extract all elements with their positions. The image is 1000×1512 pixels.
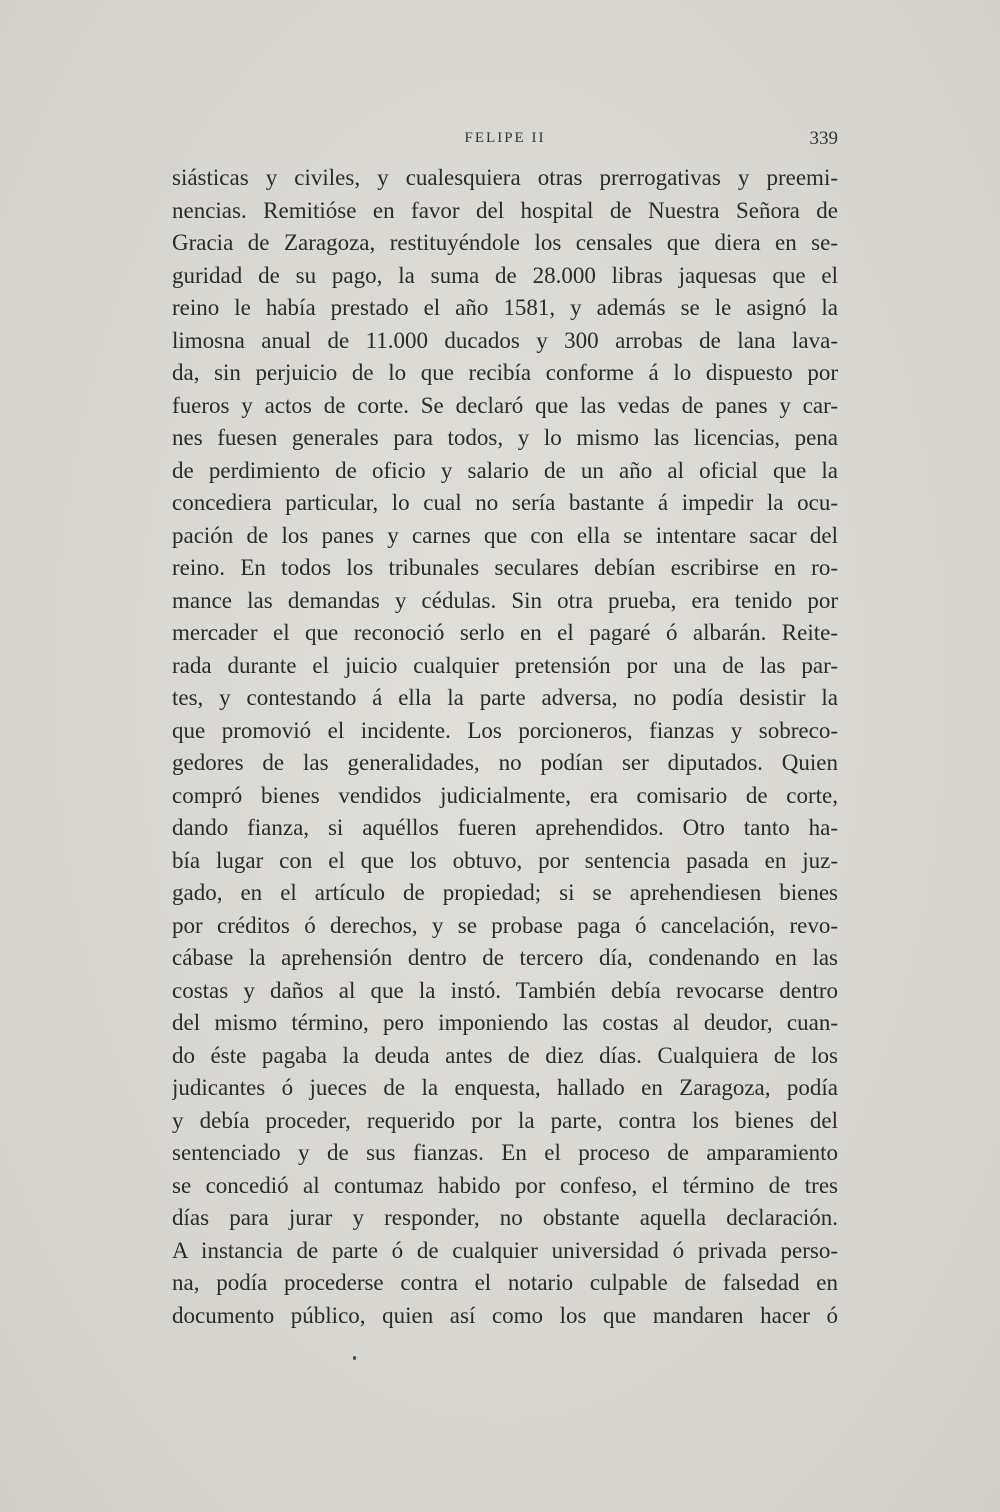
print-speck [353,1356,356,1360]
text-line: fueros y actos de corte. Se declaró que las vedas de panes y car- [172,392,838,418]
text-line: tes, y contestando á ella la parte adversa, no podía desistir la [172,685,838,710]
text-line: nencias. Remitióse en favor del hospital de Nuestra Señora de [172,197,838,223]
text-line: y debía proceder, requerido por la parte, contra los bienes del [172,1107,838,1133]
text-line: mercader el que reconoció serlo en el pagaré ó albarán. Reite- [172,620,838,645]
text-line: documento público, quien así como los que mandaren hacer ó [172,1302,838,1328]
text-line: guridad de su pago, la suma de 28.000 libras jaquesas que el [172,262,838,288]
text-line: días para jurar y responder, no obstante aquella declaración. [172,1205,838,1230]
text-line: que promovió el incidente. Los porcioneros, fianzas y sobreco- [172,717,838,743]
text-line: bía lugar con el que los obtuvo, por sentencia pasada en juz- [172,847,838,873]
text-line: gado, en el artículo de propiedad; si se aprehendiesen bienes [172,880,838,905]
running-head [172,126,838,154]
text-line: se concedió al contumaz habido por confeso, el término de tres [172,1172,838,1198]
text-line: por créditos ó derechos, y se probase paga ó cancelación, revo- [172,912,838,938]
text-line: dando fianza, si aquéllos fueren aprehendidos. Otro tanto ha- [172,815,838,840]
text-line: reino. En todos los tribunales seculares debían escribirse en ro- [172,555,838,580]
text-line: mance las demandas y cédulas. Sin otra prueba, era tenido por [172,587,838,613]
text-line: sentenciado y de sus fianzas. En el proceso de amparamiento [172,1140,838,1165]
text-line: cábase la aprehensión dentro de tercero día, condenando en las [172,945,838,970]
text-line: gedores de las generalidades, no podían ser diputados. Quien [172,750,838,775]
text-line: costas y daños al que la instó. También debía revocarse dentro [172,977,838,1003]
text-line: rada durante el juicio cualquier pretensión por una de las par- [172,652,838,678]
text-line: siásticas y civiles, y cualesquiera otras prerrogativas y preemi- [172,165,838,190]
running-title: FELIPE II [464,130,546,146]
text-line: Gracia de Zaragoza, restituyéndole los censales que diera en se- [172,230,838,255]
text-line: limosna anual de 11.000 ducados y 300 arrobas de lana lava- [172,327,838,353]
text-line: del mismo término, pero imponiendo las costas al deudor, cuan- [172,1010,838,1035]
text-line: do éste pagaba la deuda antes de diez días. Cualquiera de los [172,1042,838,1068]
text-line: na, podía procederse contra el notario culpable de falsedad en [172,1270,838,1295]
text-line: compró bienes vendidos judicialmente, era comisario de corte, [172,782,838,808]
text-line: de perdimiento de oficio y salario de un año al oficial que la [172,457,838,483]
text-line: concediera particular, lo cual no sería bastante á impedir la ocu- [172,490,838,515]
text-line: pación de los panes y carnes que con ella se intentare sacar del [172,522,838,548]
text-line: da, sin perjuicio de lo que recibía conforme á lo dispuesto por [172,360,838,385]
text-line: judicantes ó jueces de la enquesta, hallado en Zaragoza, podía [172,1075,838,1100]
text-line: nes fuesen generales para todos, y lo mismo las licencias, pena [172,425,838,450]
page-number: 339 [809,128,838,149]
text-line: reino le había prestado el año 1581, y además se le asignó la [172,295,838,320]
text-line: A instancia de parte ó de cualquier universidad ó privada perso- [172,1237,838,1263]
body-text [172,162,838,1332]
